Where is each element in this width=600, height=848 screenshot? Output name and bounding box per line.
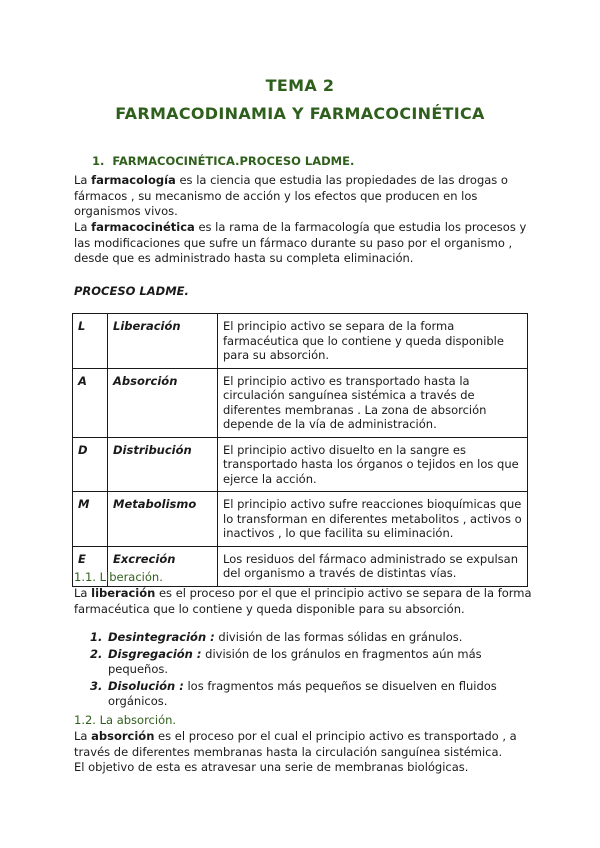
- page-subtitle: FARMACODINAMIA Y FARMACOCINÉTICA: [115, 104, 485, 123]
- row-description: El principio activo sufre reacciones bioquímicas que lo transforman en diferentes metabolitos , activos o inactivos , lo que facilita su eliminación.: [218, 492, 528, 547]
- section-title: FARMACOCINÉTICA.PROCESO LADME.: [112, 154, 355, 168]
- list-item: [74, 630, 524, 646]
- row-letter: E: [73, 546, 108, 586]
- page-title: TEMA 2: [265, 76, 335, 95]
- text-run: La: [74, 173, 92, 187]
- row-description: El principio activo es transportado hasta la circulación sanguínea sistémica a través de diferentes membranas . La zona de absorción depende de la vía de administración.: [218, 368, 528, 437]
- list-text: división de los gránulos en fragmentos aún más pequeños.: [108, 646, 482, 676]
- table-row: [73, 492, 528, 547]
- row-name: Distribución: [108, 437, 218, 492]
- list-term: Desintegración :: [108, 630, 215, 644]
- list-text: división de las formas sólidas en gránulos.: [214, 630, 463, 644]
- list-number: 2.: [90, 646, 103, 661]
- paragraph-absorcion: [74, 729, 534, 776]
- list-item: [74, 647, 524, 678]
- subsection-heading-liberacion: 1.1. Liberación.: [74, 570, 163, 584]
- text-run: La: [74, 729, 92, 743]
- list-number: 3.: [90, 678, 103, 693]
- bold-term: liberación: [91, 586, 156, 600]
- text-run: El objetivo de esta es atravesar una serie de membranas biológicas.: [74, 760, 469, 774]
- list-number: 1.: [90, 630, 103, 644]
- liberacion-steps: [74, 630, 524, 711]
- table-row: [73, 437, 528, 492]
- row-description: El principio activo se separa de la forma farmacéutica que lo contiene y queda disponible para su absorción.: [218, 314, 528, 369]
- row-letter: D: [73, 437, 108, 492]
- row-name: Excreción: [108, 546, 218, 586]
- section-number: 1.: [92, 154, 105, 168]
- row-description: El principio activo disuelto en la sangre es transportado hasta los órganos o tejidos en los que ejerce la acción.: [218, 437, 528, 492]
- row-letter: A: [73, 368, 108, 437]
- bold-term: farmacocinética: [91, 220, 195, 234]
- list-item: [74, 679, 524, 710]
- ladme-table: [72, 313, 528, 587]
- row-name: Liberación: [108, 314, 218, 369]
- paragraph-farmacologia: [74, 173, 534, 220]
- text-run: La: [74, 220, 92, 234]
- row-name: Metabolismo: [108, 492, 218, 547]
- table-row: [73, 368, 528, 437]
- section-heading: [92, 154, 354, 168]
- row-name: Absorción: [108, 368, 218, 437]
- text-run: es la ciencia que estudia las propiedades de las drogas o fármacos , su mecanismo de acción y los efectos que producen en los organismos vivos.: [74, 173, 508, 218]
- row-description: Los residuos del fármaco administrado se expulsan del organismo a través de distintas vías.: [218, 546, 528, 586]
- list-text: los fragmentos más pequeños se disuelven en fluidos orgánicos.: [108, 678, 497, 708]
- list-term: Disolución :: [108, 678, 184, 693]
- ladme-heading: PROCESO LADME.: [74, 284, 189, 298]
- row-letter: M: [73, 492, 108, 547]
- bold-term: farmacología: [91, 173, 176, 187]
- text-run: es el proceso por el que el principio activo se separa de la forma farmacéutica que lo contiene y queda disponible para su absorción.: [74, 586, 532, 616]
- text-run: es la rama de la farmacología que estudia los procesos y las modificaciones que sufre un fármaco durante su paso por el organismo , desde que es administrado hasta su completa eliminación.: [74, 220, 527, 265]
- paragraph-liberacion: [74, 586, 534, 617]
- bold-term: absorción: [91, 729, 155, 743]
- paragraph-farmacocinetica: [74, 220, 534, 267]
- table-row: [73, 314, 528, 369]
- row-letter: L: [73, 314, 108, 369]
- text-run: es el proceso por el cual el principio activo es transportado , a través de diferentes membranas hasta la circulación sanguínea sistémica.: [74, 729, 517, 759]
- text-run: La: [74, 586, 92, 600]
- list-term: Disgregación :: [108, 646, 202, 661]
- subsection-heading-absorcion: 1.2. La absorción.: [74, 713, 177, 727]
